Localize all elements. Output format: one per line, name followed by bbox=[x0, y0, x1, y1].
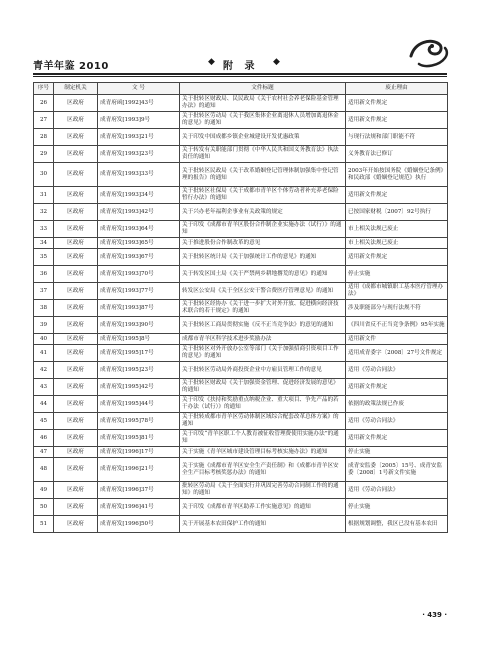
cell-no: 38 bbox=[34, 300, 54, 317]
cell-no: 32 bbox=[34, 204, 54, 221]
cell-doc-number: 成青府发[1996]37号 bbox=[98, 482, 180, 499]
cell-title: 关于批转区对外开放办公室等部门《关于加强招商引资项目工作的意见》的通知 bbox=[180, 345, 346, 362]
cell-title: 成都市青羊区科学技术进步奖励办法 bbox=[180, 334, 346, 345]
cell-no: 45 bbox=[34, 413, 54, 430]
cell-doc-number: 成青府发[1995]17号 bbox=[98, 345, 180, 362]
cell-org: 区政府 bbox=[54, 249, 98, 266]
col-header-no: 序号 bbox=[34, 83, 54, 95]
cell-reason: 适用新文件规定 bbox=[346, 95, 448, 112]
table-row bbox=[34, 413, 448, 430]
cell-doc-number: 成青府发[1996]21号 bbox=[98, 458, 180, 482]
cell-org: 区政府 bbox=[54, 129, 98, 146]
table-row bbox=[34, 204, 448, 221]
cell-doc-number: 成青府发[1993]33号 bbox=[98, 163, 180, 187]
cell-org: 区政府 bbox=[54, 516, 98, 533]
cell-no: 36 bbox=[34, 266, 54, 283]
cell-doc-number: 成青府发[1995]78号 bbox=[98, 413, 180, 430]
cell-reason: 停止实施 bbox=[346, 266, 448, 283]
cell-reason: 适用《成都市城镇职工基本医疗管理办法》 bbox=[346, 283, 448, 300]
cell-doc-number: 成青府发[1993]65号 bbox=[98, 238, 180, 249]
table-row bbox=[34, 317, 448, 334]
cell-title: 关于转发区国土局《关于严禁两乡耕地撂荒的意见》的通知 bbox=[180, 266, 346, 283]
diamond-left-icon: ◆ bbox=[208, 57, 215, 67]
cell-title: 关于批转区工商局贯彻实施《反不正当竞争法》的意见的通知 bbox=[180, 317, 346, 334]
cell-title: 关于实施《成都市青羊区安全生产责任制》和《成都市青羊区安全生产目标考核奖惩办法》的通知 bbox=[180, 458, 346, 482]
cell-reason: 涉及职能部分与现行法规不符 bbox=[346, 300, 448, 317]
cell-title: 关于印发中国成都乡镇企业城建设开发优惠政策 bbox=[180, 129, 346, 146]
cell-title: 关于批转区劳动局《关于我区集体企业离退休人员增加离退休金的意见》的通知 bbox=[180, 112, 346, 129]
cell-no: 39 bbox=[34, 317, 54, 334]
cell-title: 关于批转区劳动局外商投资企业中方雇员管理工作的意见 bbox=[180, 362, 346, 379]
col-header-reason: 废止理由 bbox=[346, 83, 448, 95]
cell-reason: 适用新文件规定 bbox=[346, 379, 448, 396]
cell-org: 区政府 bbox=[54, 362, 98, 379]
cell-doc-number: 成青府发[1993]90号 bbox=[98, 317, 180, 334]
cell-doc-number: 成青府发[1993]70号 bbox=[98, 266, 180, 283]
cell-org: 区政府 bbox=[54, 379, 98, 396]
table-row bbox=[34, 482, 448, 499]
cell-no: 43 bbox=[34, 379, 54, 396]
cell-doc-number: 成青府发[1995]8号 bbox=[98, 334, 180, 345]
cell-no: 51 bbox=[34, 516, 54, 533]
table-row bbox=[34, 95, 448, 112]
cell-no: 31 bbox=[34, 187, 54, 204]
table-row bbox=[34, 430, 448, 447]
cell-org: 区政府 bbox=[54, 430, 98, 447]
cell-reason: 市上相关法规已废止 bbox=[346, 238, 448, 249]
cell-reason: 成青安监委〔2005〕15号、成青安监委〔2008〕1号新文件实施 bbox=[346, 458, 448, 482]
cell-doc-number: 成青府发[1993]23号 bbox=[98, 146, 180, 163]
table-row bbox=[34, 266, 448, 283]
cell-org: 区政府 bbox=[54, 300, 98, 317]
diamond-right-icon: ◆ bbox=[273, 57, 280, 67]
cell-org: 区政府 bbox=[54, 146, 98, 163]
cell-title: 关于批转区经协办《关于进一步扩大对外开放、促进横向经济技术联合的若干规定》的通知 bbox=[180, 300, 346, 317]
cell-no: 28 bbox=[34, 129, 54, 146]
cell-title: 关于批转区财政局《关于加强资金管理、促进经济发展的意见》的通知 bbox=[180, 379, 346, 396]
cell-reason: 适用《劳动合同法》 bbox=[346, 362, 448, 379]
cell-no: 40 bbox=[34, 334, 54, 345]
cell-org: 区政府 bbox=[54, 413, 98, 430]
cell-reason: 适用新文件规定 bbox=[346, 249, 448, 266]
cell-no: 33 bbox=[34, 221, 54, 238]
cell-title: 关于推进股份合作制改革的意见 bbox=[180, 238, 346, 249]
table-row bbox=[34, 379, 448, 396]
cell-org: 区政府 bbox=[54, 163, 98, 187]
header-rule-thin bbox=[33, 76, 447, 77]
table-row bbox=[34, 129, 448, 146]
cell-reason: 停止实施 bbox=[346, 499, 448, 516]
table-row bbox=[34, 221, 448, 238]
cell-title: 关于实施《青羊区城市建设管理目标考核实施办法》的通知 bbox=[180, 447, 346, 458]
cell-no: 27 bbox=[34, 112, 54, 129]
cell-doc-number: 成青府发[1995]44号 bbox=[98, 396, 180, 413]
table-header-row bbox=[34, 83, 448, 95]
cell-title: 关于批转区民政局《关于改革婚姻登记管理体制加强集中登记管理的报告》的通知 bbox=[180, 163, 346, 187]
running-header bbox=[33, 56, 447, 72]
cell-no: 42 bbox=[34, 362, 54, 379]
cell-reason: 根据规划调整，我区已没有基本农田 bbox=[346, 516, 448, 533]
cell-doc-number: 成青府发[1996]17号 bbox=[98, 447, 180, 458]
table-row bbox=[34, 516, 448, 533]
cell-title: 关于批转区社保局《关于成都市青羊区个体劳动者补充养老保险暂行办法》的通知 bbox=[180, 187, 346, 204]
cell-org: 区政府 bbox=[54, 283, 98, 300]
cell-doc-number: 成青府发[1993]87号 bbox=[98, 300, 180, 317]
cell-reason: 义务教育法已修订 bbox=[346, 146, 448, 163]
cell-reason: 《四川省反不正当竞争条例》95年实施 bbox=[346, 317, 448, 334]
cell-doc-number: 成青府发[1993]42号 bbox=[98, 204, 180, 221]
table-row bbox=[34, 146, 448, 163]
cell-title: 关于批转成都市青羊区劳动体制区域综合配套改革总体方案》的通知 bbox=[180, 413, 346, 430]
cell-reason: 依据的政策法规已作废 bbox=[346, 396, 448, 413]
cell-org: 区政府 bbox=[54, 204, 98, 221]
cell-no: 26 bbox=[34, 95, 54, 112]
cell-org: 区政府 bbox=[54, 266, 98, 283]
cell-doc-number: 成青府发[1996]50号 bbox=[98, 516, 180, 533]
table-row bbox=[34, 499, 448, 516]
cell-reason: 停止实施 bbox=[346, 447, 448, 458]
cell-org: 区政府 bbox=[54, 221, 98, 238]
cell-org: 区政府 bbox=[54, 345, 98, 362]
cell-doc-number: 成青府发[1993]77号 bbox=[98, 283, 180, 300]
cell-org: 区政府 bbox=[54, 396, 98, 413]
cell-reason: 适用新文件规定 bbox=[346, 112, 448, 129]
table-row bbox=[34, 187, 448, 204]
cell-org: 区政府 bbox=[54, 112, 98, 129]
table-row bbox=[34, 283, 448, 300]
table-row bbox=[34, 362, 448, 379]
cell-title: 批转区劳动局《关于全面实行并巩固完善劳动合同制工作的的通知》的通知 bbox=[180, 482, 346, 499]
cell-doc-number: 成青府发[1993]64号 bbox=[98, 221, 180, 238]
table-row bbox=[34, 249, 448, 266]
cell-no: 30 bbox=[34, 163, 54, 187]
cell-reason: 适用《劳动合同法》 bbox=[346, 413, 448, 430]
cell-org: 区政府 bbox=[54, 447, 98, 458]
cell-doc-number: 成青府发[1993]9号 bbox=[98, 112, 180, 129]
cell-no: 29 bbox=[34, 146, 54, 163]
cell-title: 关于印发“青羊区职工个人教育被征收管理费使用实施办法”的通知 bbox=[180, 430, 346, 447]
cell-doc-number: 成青府发[1995]42号 bbox=[98, 379, 180, 396]
cell-title: 关于开展基本农田保护工作的通知 bbox=[180, 516, 346, 533]
cell-no: 47 bbox=[34, 447, 54, 458]
table-row bbox=[34, 458, 448, 482]
cell-doc-number: 成青府发[1993]67号 bbox=[98, 249, 180, 266]
cell-org: 区政府 bbox=[54, 95, 98, 112]
cell-title: 转发区公安局《关于全区公安干警合费医疗管理意见》的通知 bbox=[180, 283, 346, 300]
col-header-org: 制定机关 bbox=[54, 83, 98, 95]
cell-reason: 适用成青委字〔2008〕27号文件规定 bbox=[346, 345, 448, 362]
cell-no: 49 bbox=[34, 482, 54, 499]
cell-doc-number: 成青府发[1995]23号 bbox=[98, 362, 180, 379]
cell-doc-number: 成青府发[1996]41号 bbox=[98, 499, 180, 516]
cell-title: 关于印发《扶持和奖励重点纳税企业、重大项目、争先产品的若干办法（试行）》的通知 bbox=[180, 396, 346, 413]
cell-title: 关于印发《成都市青羊区股份合作制企业实施办法（试行）》的通知 bbox=[180, 221, 346, 238]
col-header-doc-number: 文 号 bbox=[98, 83, 180, 95]
table-row bbox=[34, 396, 448, 413]
section-title: 附 录 bbox=[223, 61, 259, 72]
table-row bbox=[34, 345, 448, 362]
cell-no: 46 bbox=[34, 430, 54, 447]
page-number: · 439 · bbox=[422, 611, 447, 619]
cell-org: 区政府 bbox=[54, 499, 98, 516]
table-row bbox=[34, 238, 448, 249]
cell-org: 区政府 bbox=[54, 458, 98, 482]
abolished-documents-table bbox=[33, 82, 448, 533]
cell-title: 关于批转区财政局、民民政局《关于农村社会养老保险基金管理办法》的通知 bbox=[180, 95, 346, 112]
cell-reason: 已按国家财税〔2007〕92号执行 bbox=[346, 204, 448, 221]
cell-reason: 市上相关法规已废止 bbox=[346, 221, 448, 238]
cell-org: 区政府 bbox=[54, 482, 98, 499]
cell-org: 区政府 bbox=[54, 187, 98, 204]
table-row bbox=[34, 447, 448, 458]
cell-no: 41 bbox=[34, 345, 54, 362]
cell-doc-number: 成青府函[1992]43号 bbox=[98, 95, 180, 112]
cell-reason: 与现行法规和部门职能不符 bbox=[346, 129, 448, 146]
cell-reason: 适用新文件规定 bbox=[346, 187, 448, 204]
cell-doc-number: 成青府发[1995]81号 bbox=[98, 430, 180, 447]
cell-doc-number: 成青府发[1993]21号 bbox=[98, 129, 180, 146]
table-row bbox=[34, 112, 448, 129]
cell-doc-number: 成青府发[1993]34号 bbox=[98, 187, 180, 204]
cell-org: 区政府 bbox=[54, 238, 98, 249]
cell-no: 37 bbox=[34, 283, 54, 300]
book-title: 青羊年鉴 2010 bbox=[33, 61, 109, 72]
table-row bbox=[34, 300, 448, 317]
cell-no: 34 bbox=[34, 238, 54, 249]
cell-title: 关于批转区统计局《关于加强统计工作的意见》的通知 bbox=[180, 249, 346, 266]
col-header-title: 文件标题 bbox=[180, 83, 346, 95]
cell-no: 35 bbox=[34, 249, 54, 266]
table-row bbox=[34, 163, 448, 187]
cell-org: 区政府 bbox=[54, 317, 98, 334]
cell-reason: 适用新文件 bbox=[346, 334, 448, 345]
cell-org: 区政府 bbox=[54, 334, 98, 345]
cell-title: 关于印发《成都市青羊区助养工作实施意见》的通知 bbox=[180, 499, 346, 516]
cell-no: 44 bbox=[34, 396, 54, 413]
header-rule-thick bbox=[33, 73, 447, 75]
cell-title: 关于转发有关职能部门贯彻《中华人民共和国义务教育法》执法责任的通知 bbox=[180, 146, 346, 163]
cell-reason: 适用新文件规定 bbox=[346, 430, 448, 447]
cell-title: 关于兴办老年福利企事业有关政策的规定 bbox=[180, 204, 346, 221]
table-row bbox=[34, 334, 448, 345]
cell-reason: 适用《劳动合同法》 bbox=[346, 482, 448, 499]
cell-reason: 2003年开始按国务院《婚姻登记条例》和民政部《婚姻登记规范》执行 bbox=[346, 163, 448, 187]
cell-no: 50 bbox=[34, 499, 54, 516]
cell-no: 48 bbox=[34, 458, 54, 482]
yearbook-logo-icon bbox=[405, 30, 451, 70]
